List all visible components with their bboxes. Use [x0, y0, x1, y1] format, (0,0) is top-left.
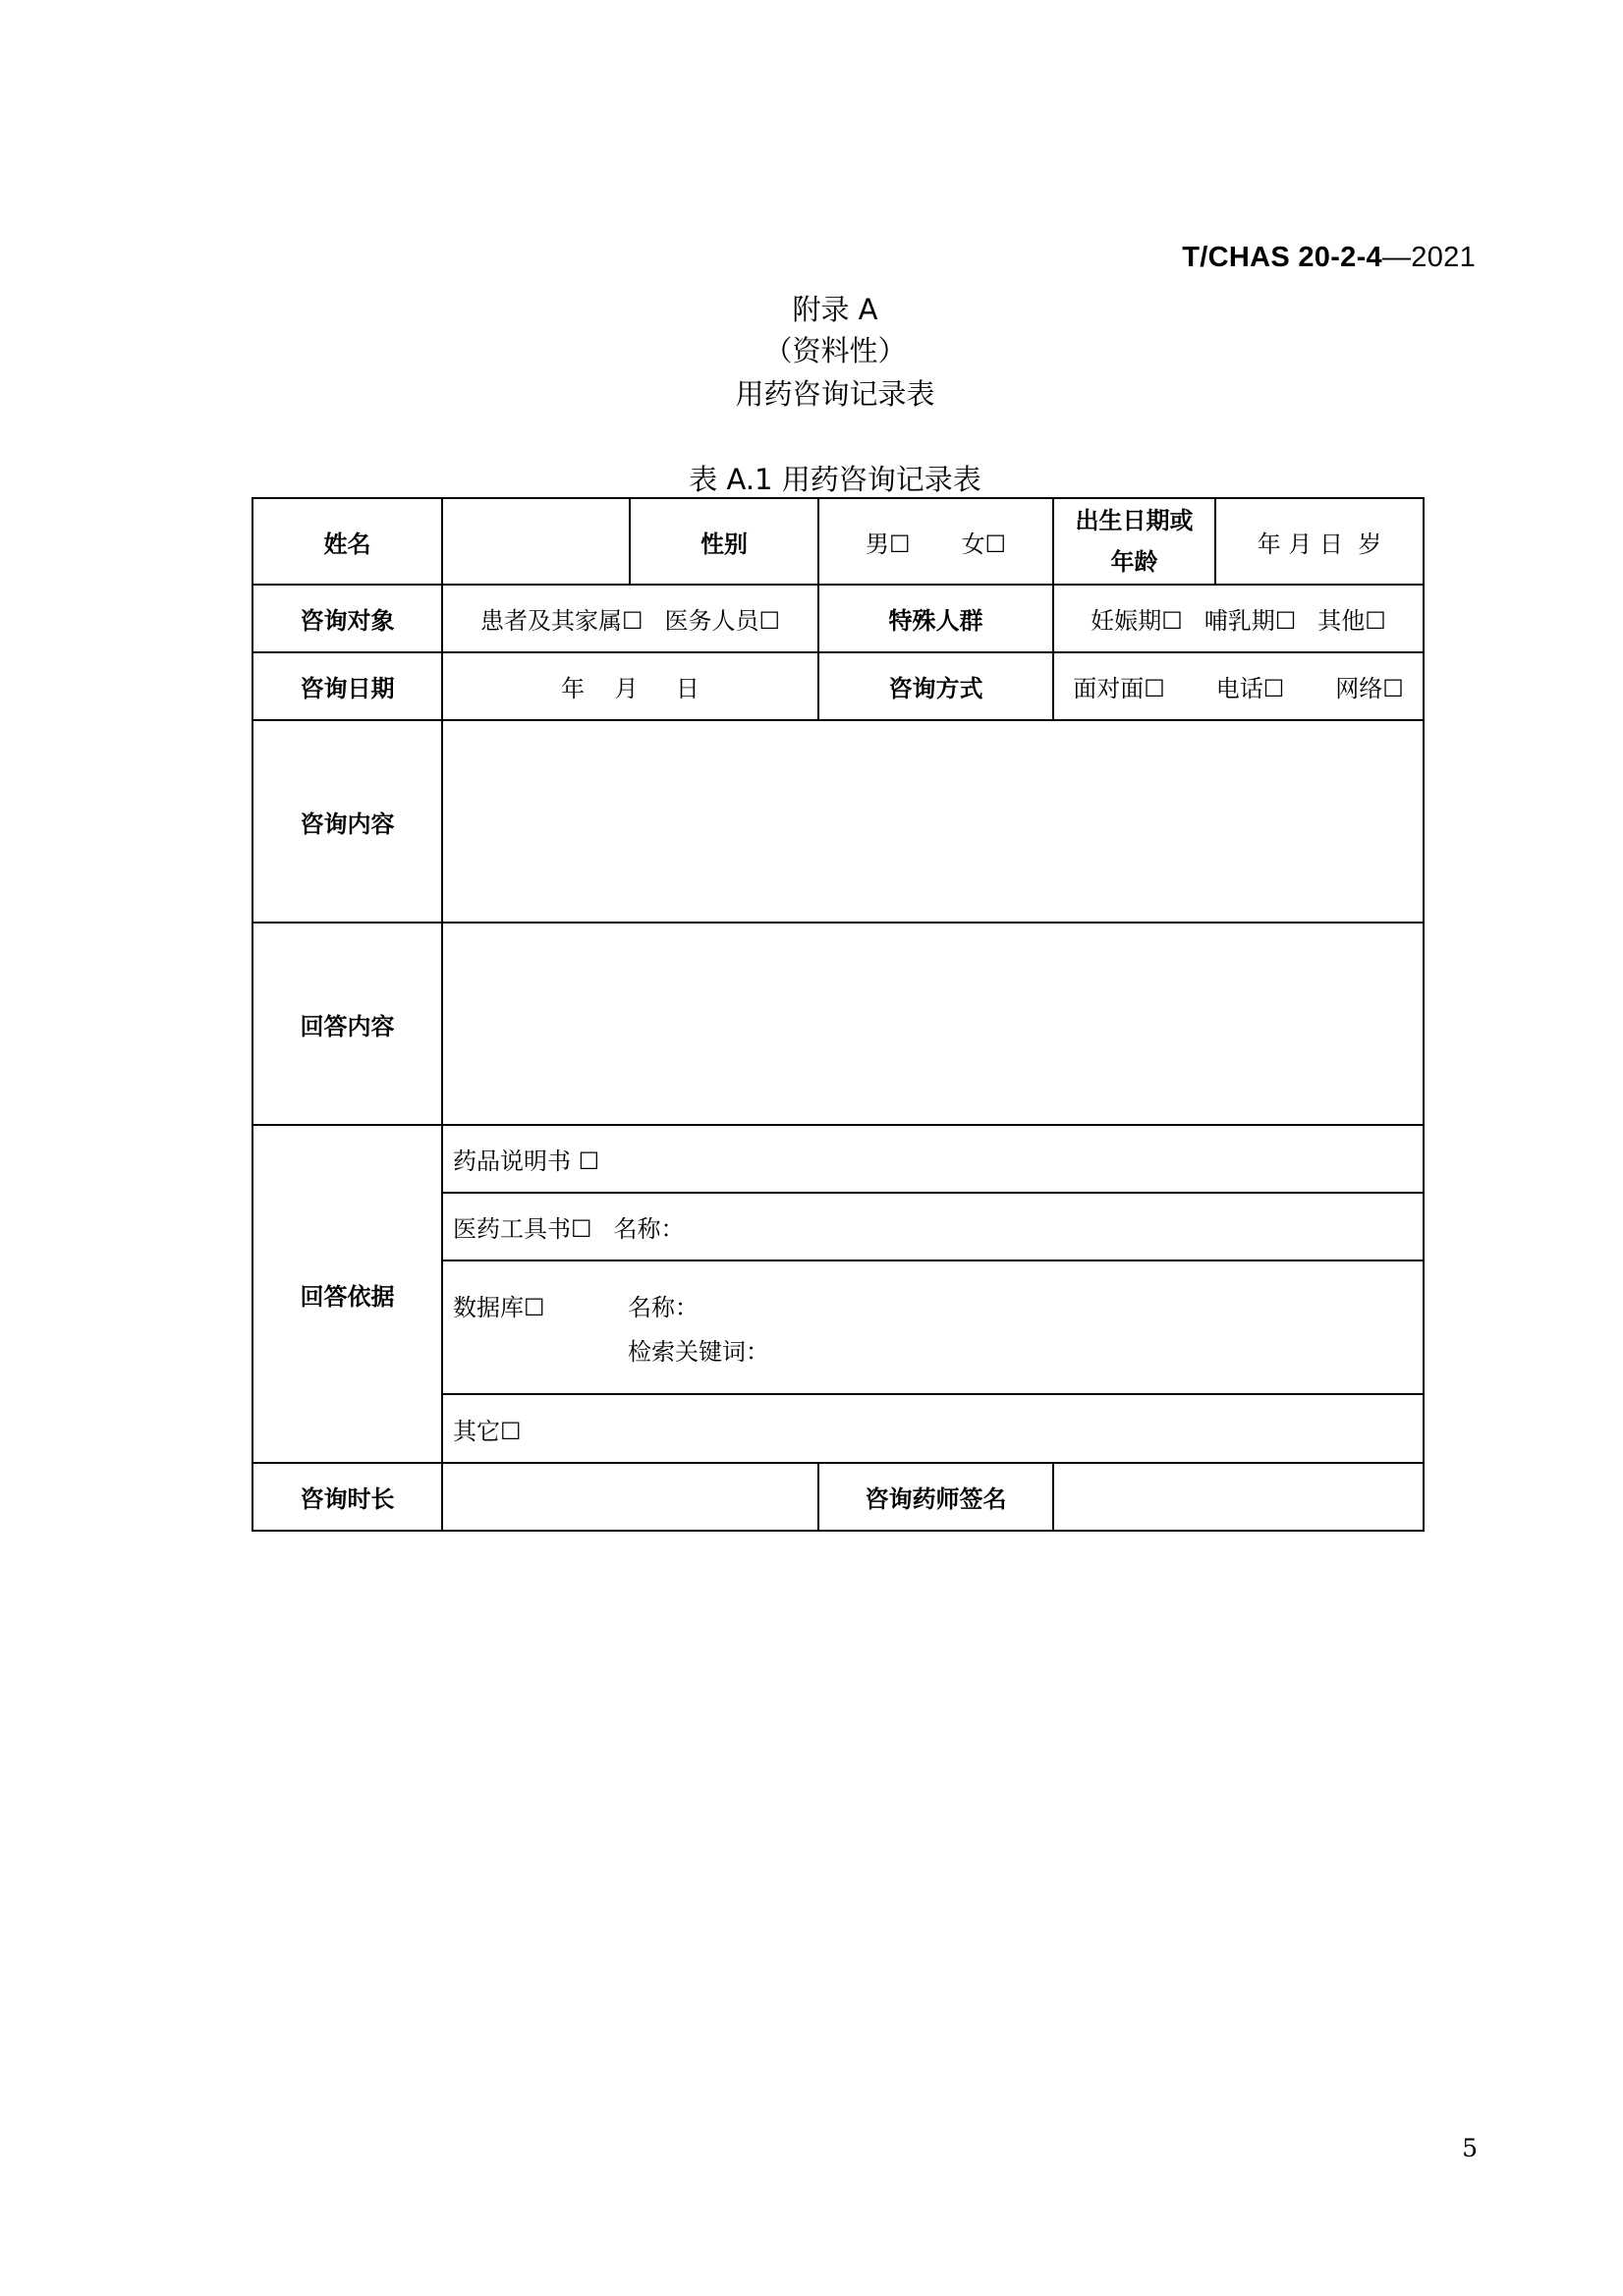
method-network-checkbox[interactable]: 网络☐	[1335, 675, 1404, 702]
basis-reference-book-name: 名称：	[613, 1215, 685, 1243]
target-medical-checkbox[interactable]: 医务人员☐	[664, 607, 781, 635]
method-face-checkbox[interactable]: 面对面☐	[1073, 675, 1165, 702]
basis-drug-label-checkbox[interactable]: 药品说明书 ☐	[442, 1125, 1424, 1193]
gender-label: 性别	[630, 498, 818, 585]
consult-method-field[interactable]	[1053, 652, 1424, 720]
dob-field[interactable]: 年 月 日 岁	[1215, 498, 1424, 585]
consult-date-field[interactable]: 年 月 日	[442, 652, 818, 720]
table-row	[252, 1463, 1424, 1531]
answer-basis-label: 回答依据	[252, 1125, 442, 1463]
basis-database-name: 名称：	[628, 1294, 699, 1321]
basis-database-field[interactable]	[442, 1260, 1424, 1394]
method-phone-checkbox[interactable]: 电话☐	[1215, 675, 1285, 702]
name-field[interactable]	[442, 498, 630, 585]
consult-content-label: 咨询内容	[252, 720, 442, 923]
dob-label-line2: 年龄	[1110, 548, 1158, 576]
basis-other-checkbox[interactable]: 其它☐	[442, 1394, 1424, 1463]
consult-target-field[interactable]	[442, 585, 818, 652]
appendix-nature: （资料性）	[763, 334, 907, 367]
dob-label	[1053, 498, 1215, 585]
gender-male-checkbox[interactable]: 男☐	[865, 530, 911, 558]
table-row	[252, 923, 1424, 1125]
consult-date-label: 咨询日期	[252, 652, 442, 720]
duration-field[interactable]	[442, 1463, 818, 1531]
gender-female-checkbox[interactable]: 女☐	[961, 530, 1007, 558]
consult-method-label: 咨询方式	[818, 652, 1053, 720]
appendix-heading: 附录 A	[792, 293, 878, 326]
standard-code	[1182, 242, 1476, 274]
special-group-label: 特殊人群	[818, 585, 1053, 652]
special-pregnancy-checkbox[interactable]: 妊娠期☐	[1091, 607, 1183, 635]
gender-field[interactable]	[818, 498, 1053, 585]
table-row	[252, 652, 1424, 720]
target-patient-checkbox[interactable]: 患者及其家属☐	[479, 607, 644, 635]
dob-label-line1: 出生日期或	[1075, 507, 1194, 534]
special-lactation-checkbox[interactable]: 哺乳期☐	[1203, 607, 1297, 635]
basis-database-checkbox[interactable]: 数据库☐	[453, 1294, 545, 1321]
name-label: 姓名	[252, 498, 442, 585]
table-row	[252, 1125, 1424, 1193]
standard-code-main: T/CHAS 20-2-4	[1182, 242, 1382, 273]
answer-content-label: 回答内容	[252, 923, 442, 1125]
basis-database-keywords: 检索关键词：	[628, 1338, 769, 1366]
appendix-title: 用药咨询记录表	[735, 377, 935, 411]
table-caption: 表 A.1 用药咨询记录表	[689, 463, 981, 496]
consultation-record-table	[252, 497, 1425, 1532]
special-other-checkbox[interactable]: 其他☐	[1317, 607, 1386, 635]
table-row	[252, 585, 1424, 652]
table-row	[252, 498, 1424, 585]
answer-content-field[interactable]	[442, 923, 1424, 1125]
standard-code-year: —2021	[1381, 242, 1476, 273]
signature-field[interactable]	[1053, 1463, 1424, 1531]
special-group-field[interactable]	[1053, 585, 1424, 652]
signature-label: 咨询药师签名	[818, 1463, 1053, 1531]
duration-label: 咨询时长	[252, 1463, 442, 1531]
basis-reference-book-checkbox[interactable]: 医药工具书☐	[453, 1215, 592, 1243]
consult-target-label: 咨询对象	[252, 585, 442, 652]
page-number: 5	[1462, 2134, 1478, 2162]
basis-reference-book-field[interactable]	[442, 1193, 1424, 1260]
table-row	[252, 720, 1424, 923]
consult-content-field[interactable]	[442, 720, 1424, 923]
